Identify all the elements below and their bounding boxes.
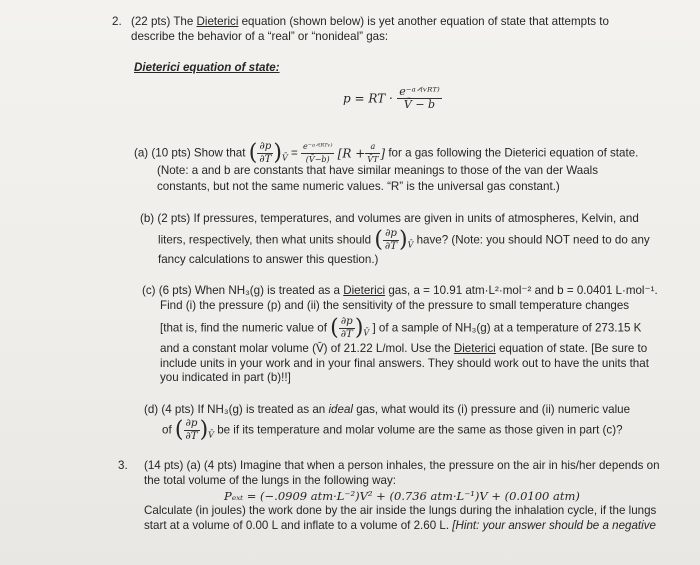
part-d-line2-post: be if its temperature and molar volume are the same as those given in part (c)?	[217, 423, 623, 437]
part-b-line2-post: have? (Note: you should NOT need to do any	[416, 233, 650, 247]
derivative-num: ∂p	[184, 418, 200, 431]
part-c-line3-post: ] of a sample of NH₃(g) at a temperature of 273.15 K	[372, 321, 642, 335]
question-2-number: 2.	[112, 15, 122, 28]
question-3-line4	[144, 519, 656, 533]
part-b-line2	[158, 228, 650, 253]
rhs-fraction	[301, 141, 334, 166]
part-d-line1-pre: (d) (4 pts) If NH₃(g) is treated as an	[144, 403, 329, 416]
equation-heading: Dieterici equation of state:	[134, 61, 280, 74]
left-paren: (	[374, 227, 383, 253]
equals-sign: =	[291, 146, 298, 160]
hint-text: [Hint: your answer should be a negative	[452, 519, 656, 532]
question-2-intro-line2: describe the behavior of a “real” or “nonideal” gas:	[131, 30, 389, 43]
part-c-line4-pre: and a constant molar volume (V̄) of 21.22 L/mol. Use the	[160, 342, 454, 355]
right-paren: )	[354, 315, 364, 341]
part-c-line1	[142, 284, 658, 298]
part-b-line3: fancy calculations to answer this question.)	[158, 253, 379, 266]
question-2-intro-rest: equation (shown below) is yet another equation of state that attempts to	[238, 15, 609, 28]
part-b-line2-pre: liters, respectively, then what units should	[158, 233, 372, 247]
small-numerator: a	[365, 141, 380, 154]
question-2-intro-line1	[131, 15, 609, 29]
partial-derivative	[383, 228, 399, 253]
derivative-subscript: V̄	[407, 240, 414, 250]
right-paren: )	[273, 140, 282, 166]
part-c-line5: include units in your work and in your final answers. They should work out to have the units that	[160, 357, 649, 370]
right-paren: )	[399, 227, 408, 253]
right-paren: )	[199, 417, 209, 443]
part-d-line2	[162, 418, 623, 443]
small-denominator: V̄T	[367, 155, 379, 164]
part-c-line6: you indicated in part (b)!!]	[160, 371, 291, 384]
dieterici-word: Dieterici	[196, 15, 239, 28]
bracket-open: [R +	[337, 146, 366, 161]
part-c-line4	[160, 342, 647, 356]
part-c-line1-post: gas, a = 10.91 atm·L²·mol⁻² and b = 0.0401 L·mol⁻¹.	[385, 284, 658, 297]
question-3-line3: Calculate (in joules) the work done by the air inside the lungs during the inhalation cycle, if the lungs	[144, 504, 657, 517]
equation-fraction	[397, 86, 441, 111]
part-c-line1-pre: (c) (6 pts) When NH₃(g) is treated as a	[142, 284, 344, 297]
derivative-den: ∂T	[340, 329, 353, 340]
question-3-line1: (14 pts) (a) (4 pts) Imagine that when a person inhales, the pressure on the air in his/her depends on	[144, 459, 660, 472]
ideal-word: ideal	[328, 403, 353, 416]
derivative-den: ∂T	[185, 431, 198, 442]
equation-lhs: p = RT ·	[343, 91, 393, 106]
question-3-number: 3.	[118, 459, 128, 472]
derivative-num: ∂p	[339, 316, 355, 329]
part-c-line2: Find (i) the pressure (p) and (ii) the sensitivity of the pressure to small temperature changes	[160, 299, 630, 312]
part-c-line3-pre: [that is, find the numeric value of	[160, 321, 327, 335]
left-paren: (	[330, 315, 339, 341]
part-b-line1: (b) (2 pts) If pressures, temperatures, and volumes are given in units of atmospheres, Kelvin, and	[140, 212, 639, 225]
partial-derivative	[339, 316, 355, 341]
dieterici-equation	[343, 86, 442, 111]
derivative-subscript: V̄	[208, 430, 214, 440]
part-c-line4-post: equation of state. [Be sure to	[495, 342, 648, 355]
partial-derivative	[257, 141, 273, 166]
question-3-line4-pre: start at a volume of 0.00 L and inflate to a volume of 2.60 L.	[144, 519, 453, 532]
bracket-close: ]	[380, 146, 386, 161]
small-fraction	[365, 141, 380, 166]
part-c-line3	[160, 316, 641, 341]
derivative-num: ∂p	[383, 228, 399, 241]
equation-denominator: V̄ − b	[403, 98, 436, 111]
derivative-den: ∂T	[259, 154, 272, 165]
partial-derivative	[184, 418, 200, 443]
dieterici-word: Dieterici	[343, 284, 386, 297]
question-3-line2: the total volume of the lungs in the following way:	[144, 474, 396, 487]
derivative-subscript: V̄	[281, 153, 288, 163]
left-paren: (	[248, 140, 258, 166]
left-paren: (	[174, 417, 184, 443]
rhs-numerator: e⁻ᵃᐟ⁽ᴿᵀᵛ⁾	[301, 141, 334, 154]
derivative-num: ∂p	[257, 141, 273, 154]
dieterici-word: Dieterici	[453, 342, 496, 355]
part-a-note-2: constants, but not the same numeric values. “R” is the universal gas constant.)	[157, 180, 560, 193]
part-a-label: (a) (10 pts) Show that	[134, 146, 246, 160]
part-a-line1	[134, 141, 638, 166]
lung-pressure-equation: Pₑₓₜ = (−.0909 atm·L⁻²)V² + (0.736 atm·L⁻¹)V + (0.0100 atm)	[224, 489, 580, 503]
derivative-den: ∂T	[384, 241, 397, 252]
derivative-subscript: V̄	[363, 328, 370, 338]
rhs-denominator: (V̄−b)	[305, 155, 330, 164]
part-d-line1	[144, 403, 630, 417]
part-d-line1-post: gas, what would its (i) pressure and (ii) numeric value	[352, 403, 631, 416]
part-a-text-after: for a gas following the Dieterici equation of state.	[388, 146, 639, 160]
question-2-points: (22 pts) The	[131, 15, 197, 28]
equation-numerator: e⁻ᵃᐟ⁽ᵛᴿᵀ⁾	[399, 85, 440, 98]
part-a-note-1: (Note: a and b are constants that have similar meanings to those of the van der Waals	[157, 164, 599, 177]
part-d-line2-pre: of	[162, 423, 172, 437]
